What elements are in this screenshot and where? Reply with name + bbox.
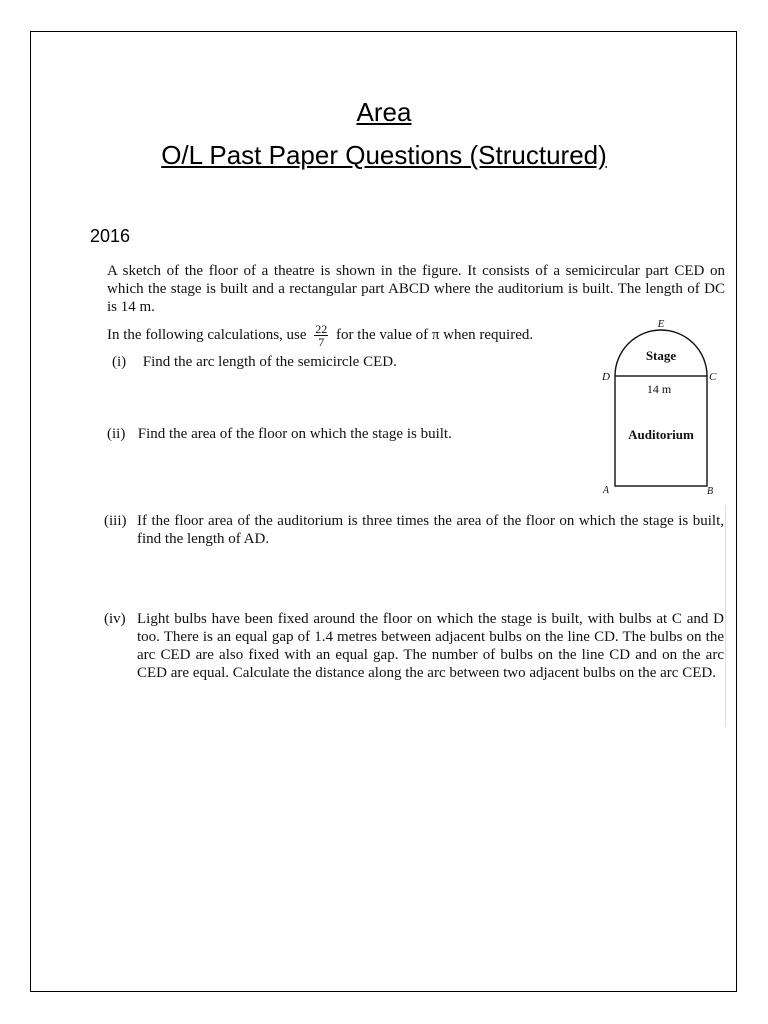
label-length: 14 m — [646, 382, 672, 396]
page-title: Area — [356, 97, 412, 127]
question-label: (ii) — [107, 426, 126, 442]
question-label: (iii) — [104, 513, 127, 529]
intro-text: A sketch of the floor of a theatre is shown in the figure. It consists of a semicircular part CED on which the stage is built and a rectangular part ABCD where the auditorium is built. The length of DC is 14 m. — [107, 263, 725, 315]
year-heading: 2016 — [90, 226, 131, 246]
question-iv — [104, 610, 724, 682]
question-text: Light bulbs have been fixed around the floor on which the stage is built, with bulbs at C and D too. There is an equal gap of 1.4 metres between adjacent bulbs on the line CD. The bulbs on the arc CED are also fixed with an equal gap. The number of bulbs on the line CD and on the arc CED are equal. Calculate the distance along the arc between two adjacent bulbs on the arc CED. — [137, 611, 724, 681]
page-subtitle: O/L Past Paper Questions (Structured) — [161, 140, 607, 170]
question-iii — [104, 512, 724, 548]
label-b: B — [707, 486, 714, 497]
label-d: D — [602, 371, 610, 383]
question-i — [112, 353, 397, 371]
question-text: Find the area of the floor on which the stage is built. — [137, 426, 452, 442]
label-a: A — [602, 485, 609, 496]
instruction-after: for the value of π when required. — [336, 326, 534, 343]
label-e: E — [657, 318, 665, 330]
scan-edge-line — [725, 505, 726, 727]
instruction-line — [107, 323, 533, 348]
question-label: (iv) — [104, 611, 126, 627]
label-auditorium: Auditorium — [628, 427, 694, 442]
theatre-floor-figure — [595, 318, 725, 500]
question-intro — [107, 262, 725, 316]
label-c: C — [709, 371, 717, 383]
label-stage: Stage — [645, 348, 677, 363]
question-text: Find the arc length of the semicircle CED. — [142, 354, 397, 370]
question-text: If the floor area of the auditorium is three times the area of the floor on which the stage is built, find the length of AD. — [137, 513, 724, 547]
fraction-numerator: 22 — [315, 322, 328, 336]
pi-fraction — [314, 323, 328, 348]
question-label: (i) — [112, 354, 127, 370]
instruction-before: In the following calculations, use — [107, 326, 307, 343]
fraction-denominator: 7 — [318, 335, 325, 349]
question-ii — [107, 425, 452, 443]
